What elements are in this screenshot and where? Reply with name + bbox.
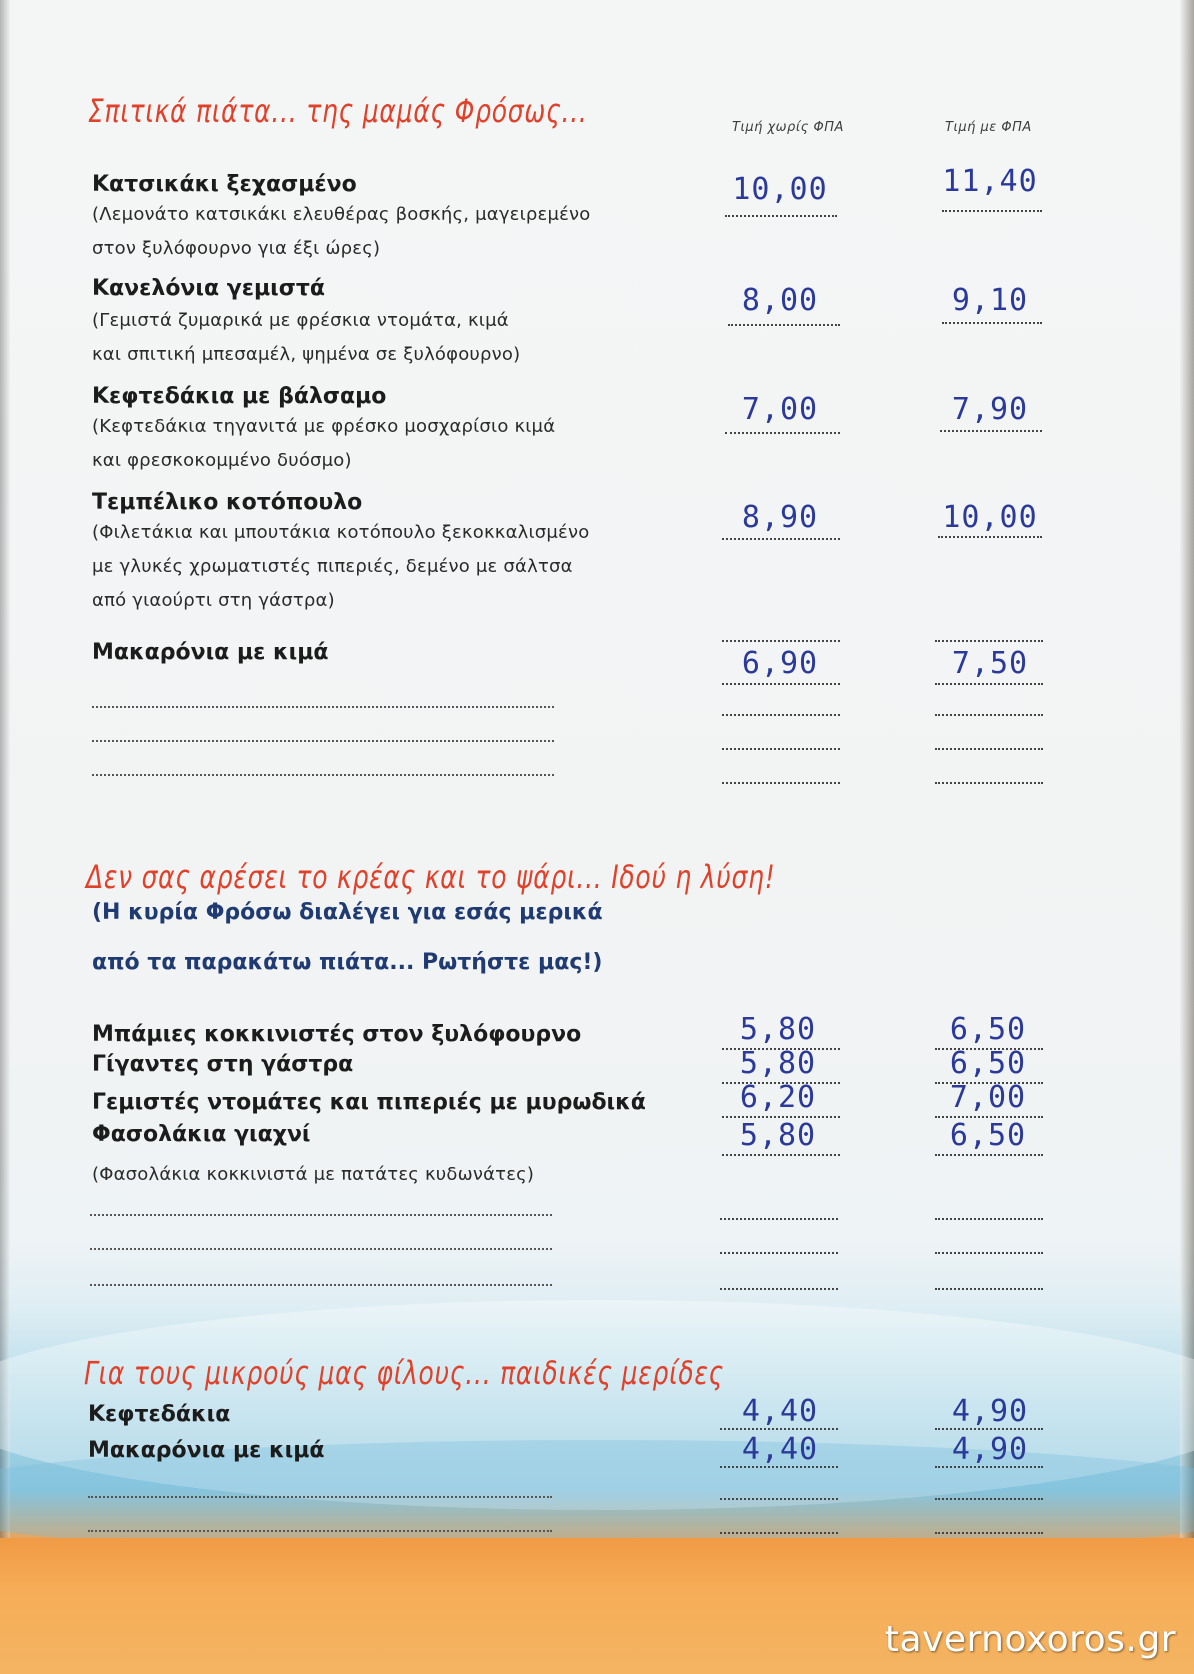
price-dotted-line — [935, 1082, 1043, 1084]
dish-description: στον ξυλόφουρνο για έξι ώρες) — [92, 238, 381, 259]
price-dotted-line — [935, 683, 1043, 685]
section2-note: από τα παρακάτω πιάτα... Ρωτήστε μας!) — [92, 950, 603, 975]
price-dotted-line — [725, 432, 840, 434]
price-vat: 6,50 — [949, 1118, 1027, 1153]
price-dotted-line — [722, 1048, 840, 1050]
blank-dish-line — [92, 740, 554, 742]
price-dotted-line — [935, 1498, 1043, 1500]
dish-name: Κεφτεδάκια με βάλσαμο — [92, 384, 387, 409]
dish-name: Μακαρόνια με κιμά — [92, 640, 329, 665]
price-vat: 6,50 — [949, 1012, 1027, 1047]
dish-description: και φρεσκοκομμένο δυόσμο) — [92, 450, 352, 471]
price-dotted-line — [935, 714, 1043, 716]
blank-dish-line — [92, 706, 554, 708]
dish-description: με γλυκές χρωματιστές πιπεριές, δεμένο με σάλτσα — [92, 556, 573, 577]
price-dotted-line — [935, 782, 1043, 784]
dish-name: Γεμιστές ντομάτες και πιπεριές με μυρωδικά — [92, 1090, 646, 1115]
section1-title: Σπιτικά πιάτα... της μαμάς Φρόσως... — [88, 92, 588, 130]
section2-title: Δεν σας αρέσει το κρέας και το ψάρι... Ιδού η λύση! — [86, 858, 776, 896]
dish-name: Φασολάκια γιαχνί — [92, 1122, 311, 1147]
price-dotted-line — [938, 536, 1042, 538]
dish-name: Γίγαντες στη γάστρα — [92, 1052, 354, 1077]
dish-name: Κεφτεδάκια — [88, 1402, 231, 1427]
price-dotted-line — [722, 640, 840, 642]
price-dotted-line — [720, 1466, 838, 1468]
price-dotted-line — [935, 1154, 1043, 1156]
dish-description: και σπιτική μπεσαμέλ, ψημένα σε ξυλόφουρνο) — [92, 344, 521, 365]
price-dotted-line — [722, 683, 840, 685]
section3-title: Για τους μικρούς μας φίλους... παιδικές μερίδες — [84, 1354, 725, 1392]
price-vat: 6,50 — [949, 1046, 1027, 1081]
price-dotted-line — [935, 1252, 1043, 1254]
section2-note: (Η κυρία Φρόσω διαλέγει για εσάς μερικά — [92, 900, 603, 925]
price-dotted-line — [722, 538, 840, 540]
price-vat: 11,40 — [942, 164, 1038, 199]
price-net: 7,00 — [741, 392, 819, 427]
price-vat: 9,10 — [951, 283, 1029, 318]
price-net: 10,00 — [732, 172, 828, 207]
blank-dish-line — [92, 774, 554, 776]
price-vat: 7,50 — [951, 646, 1029, 681]
price-dotted-line — [720, 1428, 838, 1430]
price-dotted-line — [935, 1428, 1043, 1430]
price-dotted-line — [720, 1218, 838, 1220]
blank-dish-line — [90, 1214, 552, 1216]
price-dotted-line — [942, 210, 1042, 212]
price-net: 6,90 — [741, 646, 819, 681]
price-dotted-line — [722, 782, 840, 784]
blank-dish-line — [88, 1530, 552, 1532]
dish-description: (Γεμιστά ζυμαρικά με φρέσκια ντομάτα, κιμά — [92, 310, 509, 331]
watermark: tavernoxoros.gr — [884, 1619, 1176, 1660]
dish-description: (Κεφτεδάκια τηγανιτά με φρέσκο μοσχαρίσιο κιμά — [92, 416, 556, 437]
price-dotted-line — [935, 1288, 1043, 1290]
price-dotted-line — [935, 1116, 1043, 1118]
dish-description: (Φιλετάκια και μπουτάκια κοτόπουλο ξεκοκκαλισμένο — [92, 522, 590, 543]
price-dotted-line — [720, 1532, 838, 1534]
blank-dish-line — [88, 1496, 552, 1498]
price-dotted-line — [722, 1154, 840, 1156]
price-dotted-line — [935, 1218, 1043, 1220]
dish-name: Τεμπέλικο κοτόπουλο — [92, 490, 363, 515]
price-net: 5,80 — [739, 1012, 817, 1047]
price-dotted-line — [722, 748, 840, 750]
price-net: 5,80 — [739, 1118, 817, 1153]
price-dotted-line — [720, 1288, 838, 1290]
blank-dish-line — [90, 1284, 552, 1286]
price-dotted-line — [935, 1048, 1043, 1050]
price-vat: 7,00 — [949, 1080, 1027, 1115]
price-dotted-line — [720, 1252, 838, 1254]
price-net: 4,40 — [741, 1432, 819, 1467]
price-vat: 4,90 — [951, 1432, 1029, 1467]
price-dotted-line — [935, 1466, 1043, 1468]
price-vat: 7,90 — [951, 392, 1029, 427]
price-net: 5,80 — [739, 1046, 817, 1081]
price-net: 4,40 — [741, 1394, 819, 1429]
price-dotted-line — [725, 215, 837, 217]
price-dotted-line — [722, 1082, 840, 1084]
column-header-net: Τιμή χωρίς ΦΠΑ — [732, 120, 844, 135]
dish-name: Κανελόνια γεμιστά — [92, 276, 326, 301]
price-vat: 4,90 — [951, 1394, 1029, 1429]
price-net: 6,20 — [739, 1080, 817, 1115]
dish-name: Μπάμιες κοκκινιστές στον ξυλόφουρνο — [92, 1022, 582, 1047]
price-dotted-line — [935, 748, 1043, 750]
price-dotted-line — [940, 430, 1042, 432]
price-dotted-line — [720, 1498, 838, 1500]
dish-description: (Φασολάκια κοκκινιστά με πατάτες κυδωνάτες) — [92, 1164, 535, 1185]
dish-name: Κατσικάκι ξεχασμένο — [92, 172, 357, 197]
price-dotted-line — [722, 1116, 840, 1118]
price-dotted-line — [942, 322, 1042, 324]
dish-name: Μακαρόνια με κιμά — [88, 1438, 325, 1463]
dish-description: (Λεμονάτο κατσικάκι ελευθέρας βοσκής, μαγειρεμένο — [92, 204, 591, 225]
dish-description: από γιαούρτι στη γάστρα) — [92, 590, 335, 611]
price-net: 8,00 — [741, 283, 819, 318]
column-header-vat: Τιμή με ΦΠΑ — [945, 120, 1032, 135]
price-dotted-line — [935, 1532, 1043, 1534]
price-dotted-line — [722, 714, 840, 716]
blank-dish-line — [90, 1248, 552, 1250]
price-dotted-line — [935, 640, 1043, 642]
price-vat: 10,00 — [942, 500, 1038, 535]
price-dotted-line — [728, 324, 840, 326]
price-net: 8,90 — [741, 500, 819, 535]
